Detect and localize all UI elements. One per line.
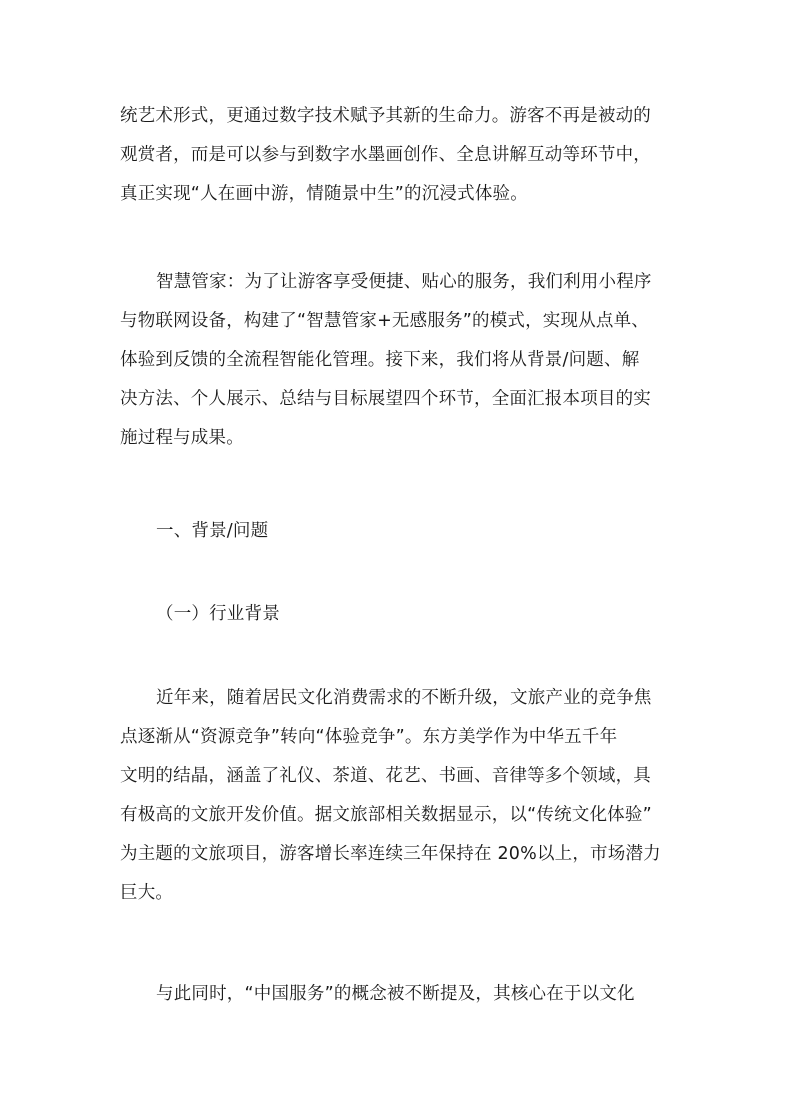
paragraph-line: 统艺术形式，更通过数字技术赋予其新的生命力。游客不再是被动的 bbox=[120, 106, 651, 126]
subsection-heading: （一）行业背景 bbox=[156, 604, 280, 624]
paragraph-line: 点逐渐从“资源竞争”转向“体验竞争”。东方美学作为中华五千年 bbox=[120, 727, 618, 747]
paragraph-line: 为主题的文旅项目，游客增长率连续三年保持在 20%以上，市场潜力 bbox=[120, 844, 661, 864]
paragraph-line: 近年来，随着居民文化消费需求的不断升级，文旅产业的竞争焦 bbox=[156, 688, 652, 708]
paragraph-line: 有极高的文旅开发价值。据文旅部相关数据显示，以“传统文化体验” bbox=[120, 805, 652, 825]
paragraph-line: 施过程与成果。 bbox=[120, 428, 244, 448]
paragraph-line: 体验到反馈的全流程智能化管理。接下来，我们将从背景/问题、解 bbox=[120, 350, 640, 370]
paragraph-line: 观赏者，而是可以参与到数字水墨画创作、全息讲解互动等环节中， bbox=[120, 145, 651, 165]
paragraph-line: 真正实现“人在画中游，情随景中生”的沉浸式体验。 bbox=[120, 184, 528, 204]
paragraph-line: 与物联网设备，构建了“智慧管家+无感服务”的模式，实现从点单、 bbox=[120, 311, 649, 331]
paragraph-line: 文明的结晶，涵盖了礼仪、茶道、花艺、书画、音律等多个领域，具 bbox=[120, 766, 651, 786]
paragraph-line: 与此同时，“中国服务”的概念被不断提及，其核心在于以文化 bbox=[156, 984, 635, 1004]
section-heading: 一、背景/问题 bbox=[156, 521, 269, 541]
paragraph-line: 巨大。 bbox=[120, 883, 174, 903]
paragraph-line: 决方法、个人展示、总结与目标展望四个环节，全面汇报本项目的实 bbox=[120, 389, 651, 409]
paragraph-line: 智慧管家：为了让游客享受便捷、贴心的服务，我们利用小程序 bbox=[156, 272, 652, 292]
